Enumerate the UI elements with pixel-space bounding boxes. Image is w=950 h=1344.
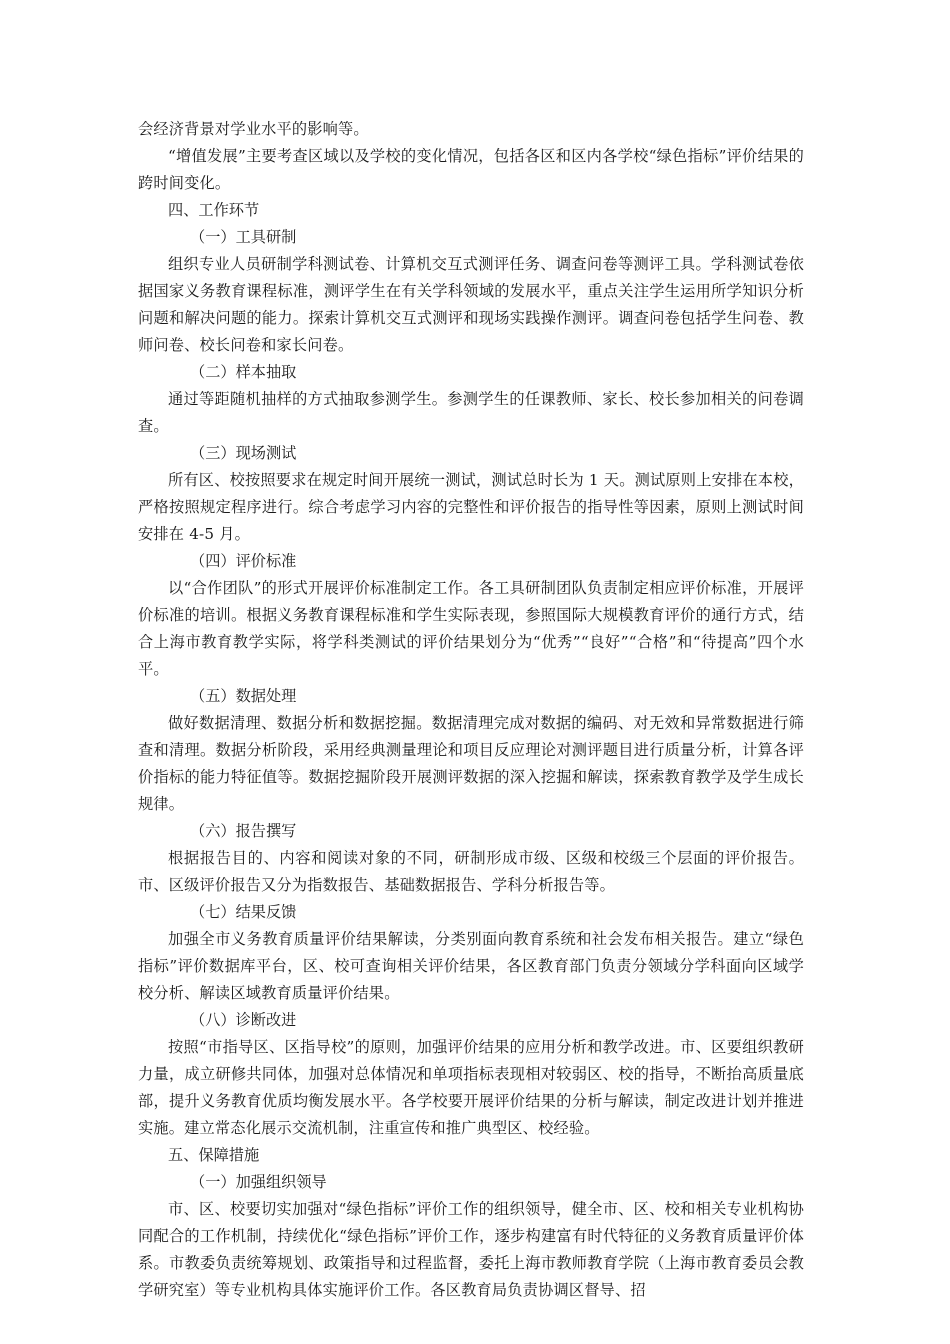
paragraph-tool-development: 组织专业人员研制学科测试卷、计算机交互式测评任务、调查问卷等测评工具。学科测试卷依据国家义务教育课程标准，测评学生在有关学科领域的发展水平，重点关注学生运用所学知识分析问题和解决问题的能力。探索计算机交互式测评和现场实践操作测评。调查问卷包括学生问卷、教师问卷、校长问卷和家长问卷。 (138, 255, 804, 354)
section-heading-safeguards: 五、保障措施 (168, 1146, 260, 1164)
subsection-heading-evaluation-standards: （四）评价标准 (190, 552, 297, 570)
subsection-heading-tool-development: （一）工具研制 (190, 228, 297, 246)
paragraph-data-processing: 做好数据清理、数据分析和数据挖掘。数据清理完成对数据的编码、对无效和异常数据进行筛查和清理。数据分析阶段，采用经典测量理论和项目反应理论对测评题目进行质量分析，计算各评价指标的能力特征值等。数据挖掘阶段开展测评数据的深入挖掘和解读，探索教育教学及学生成长规律。 (138, 714, 804, 813)
paragraph-continued: 会经济背景对学业水平的影响等。 (138, 120, 369, 138)
paragraph-evaluation-standards: 以“合作团队”的形式开展评价标准制定工作。各工具研制团队负责制定相应评价标准，开展评价标准的培训。根据义务教育课程标准和学生实际表现，参照国际大规模教育评价的通行方式，结合上海市教育教学实际，将学科类测试的评价结果划分为“优秀”“良好”“合格”和“待提高”四个水平。 (138, 579, 804, 678)
document-body (138, 116, 804, 1304)
paragraph-diagnosis-improvement: 按照“市指导区、区指导校”的原则，加强评价结果的应用分析和教学改进。市、区要组织教研力量，成立研修共同体，加强对总体情况和单项指标表现相对较弱区、校的指导，不断抬高质量底部，提升义务教育优质均衡发展水平。各学校要开展评价结果的分析与解读，制定改进计划并推进实施。建立常态化展示交流机制，注重宣传和推广典型区、校经验。 (138, 1038, 804, 1137)
paragraph-sampling: 通过等距随机抽样的方式抽取参测学生。参测学生的任课教师、家长、校长参加相关的问卷调查。 (138, 390, 804, 435)
subsection-heading-organizational-leadership: （一）加强组织领导 (190, 1173, 327, 1191)
subsection-heading-sampling: （二）样本抽取 (190, 363, 297, 381)
paragraph-report-writing: 根据报告目的、内容和阅读对象的不同，研制形成市级、区级和校级三个层面的评价报告。市、区级评价报告又分为指数报告、基础数据报告、学科分析报告等。 (138, 849, 804, 894)
subsection-heading-report-writing: （六）报告撰写 (190, 822, 297, 840)
paragraph-organizational-leadership: 市、区、校要切实加强对“绿色指标”评价工作的组织领导，健全市、区、校和相关专业机构协同配合的工作机制，持续优化“绿色指标”评价工作，逐步构建富有时代特征的义务教育质量评价体系。市教委负责统筹规划、政策指导和过程监督，委托上海市教师教育学院（上海市教育委员会教学研究室）等专业机构具体实施评价工作。各区教育局负责协调区督导、招 (138, 1200, 804, 1299)
paragraph-value-added: “增值发展”主要考查区域以及学校的变化情况，包括各区和区内各学校“绿色指标”评价结果的跨时间变化。 (138, 147, 804, 192)
subsection-heading-result-feedback: （七）结果反馈 (190, 903, 297, 921)
subsection-heading-onsite-testing: （三）现场测试 (190, 444, 297, 462)
paragraph-onsite-testing: 所有区、校按照要求在规定时间开展统一测试，测试总时长为 1 天。测试原则上安排在本校，严格按照规定程序进行。综合考虑学习内容的完整性和评价报告的指导性等因素，原则上测试时间安排在 4-5 月。 (138, 471, 804, 543)
section-heading-work-steps: 四、工作环节 (168, 201, 260, 219)
subsection-heading-data-processing: （五）数据处理 (190, 687, 297, 705)
paragraph-result-feedback: 加强全市义务教育质量评价结果解读，分类别面向教育系统和社会发布相关报告。建立“绿色指标”评价数据库平台，区、校可查询相关评价结果，各区教育部门负责分领域分学科面向区域学校分析、解读区域教育质量评价结果。 (138, 930, 804, 1002)
subsection-heading-diagnosis-improvement: （八）诊断改进 (190, 1011, 297, 1029)
